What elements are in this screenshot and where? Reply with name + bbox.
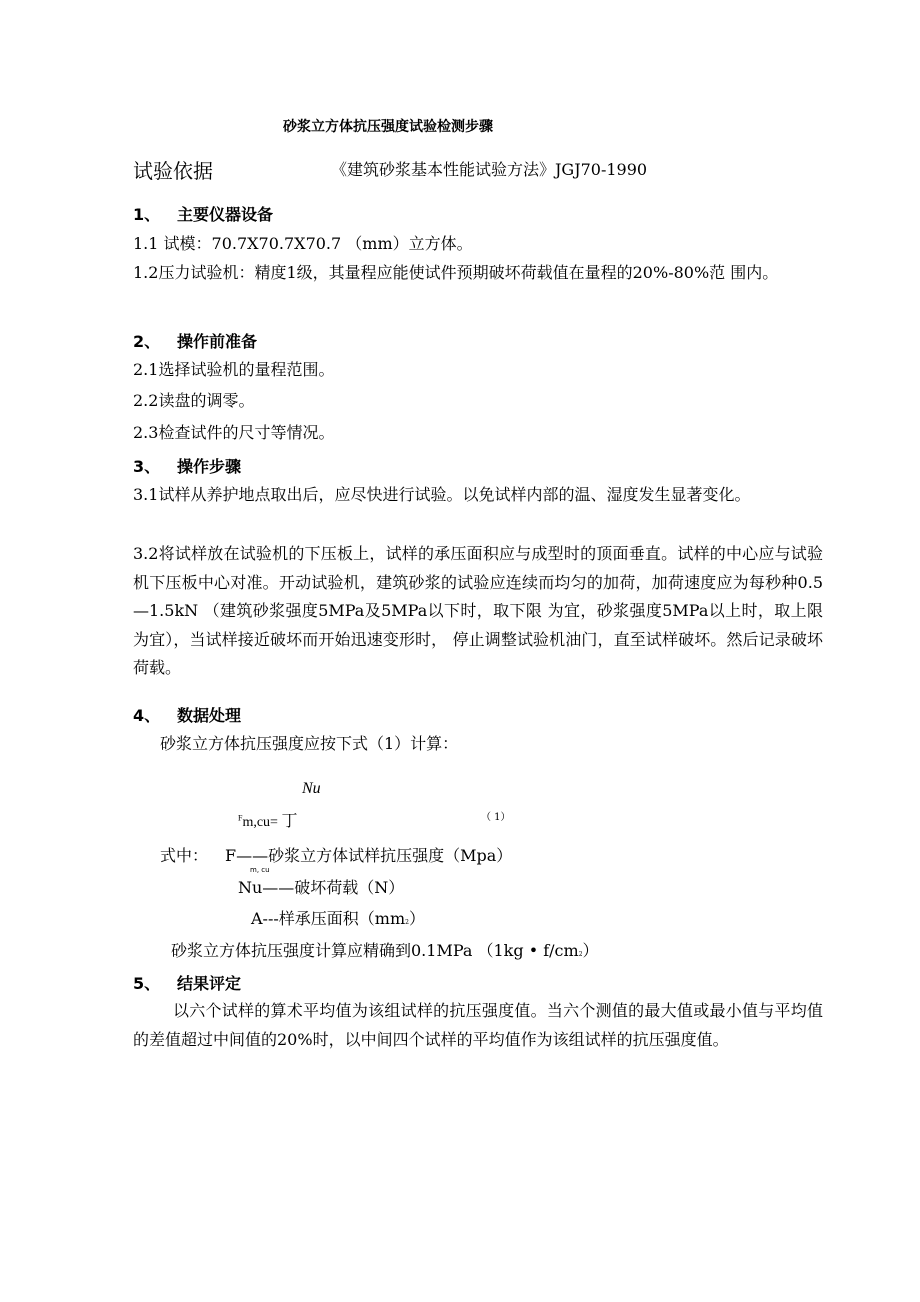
- item-1-2: 1.2压力试验机：精度1级，其量程应能使试件预期破坏荷载值在量程的20%-80%范 围内。: [133, 263, 779, 282]
- formula-subscript: m,cu=: [242, 815, 282, 830]
- section-title: 操作前准备: [177, 332, 258, 351]
- section-2-heading: [133, 329, 257, 352]
- definition-a-end: ）: [408, 909, 425, 928]
- section-number: 4、: [133, 706, 161, 725]
- section-title: 主要仪器设备: [177, 205, 274, 224]
- precision-end: ）: [582, 941, 599, 960]
- basis-value: 《建筑砂浆基本性能试验方法》JGJ70-1990: [331, 160, 648, 179]
- item-2-3: 2.3检查试件的尺寸等情况。: [133, 423, 335, 442]
- result-paragraph: 以六个试样的算术平均值为该组试样的抗压强度值。当六个测值的最大值或最小值与平均值的差值超过中间值的20%时，以中间四个试样的平均值作为该组试样的抗压强度值。: [133, 1001, 823, 1049]
- item-2-2: 2.2读盘的调零。: [133, 391, 255, 410]
- item-3-1: 3.1试样从养护地点取出后，应尽快进行试验。以免试样内部的温、湿度发生显著变化。: [133, 485, 751, 504]
- document-title: 砂浆立方体抗压强度试验检测步骤: [283, 119, 493, 135]
- formula-intro: 砂浆立方体抗压强度应按下式（1）计算：: [160, 734, 459, 753]
- basis-label: 试验依据: [133, 159, 213, 183]
- definition-nu: Nu——破坏荷载（N）: [238, 878, 405, 897]
- precision-note: [171, 937, 599, 969]
- section-3-heading: [133, 454, 241, 477]
- precision-sub: 2: [578, 951, 583, 958]
- item-1-1: 1.1 试模：70.7X70.7X70.7 （mm）立方体。: [133, 234, 473, 253]
- definition-f: F——砂浆立方体试样抗压强度（Mpa）: [225, 846, 513, 865]
- section-1-heading: [133, 202, 273, 225]
- formula-denominator: 丁: [281, 813, 298, 830]
- section-number: 3、: [133, 457, 161, 476]
- precision-text: 砂浆立方体抗压强度计算应精确到0.1MPa （1kg • f/cm: [171, 941, 579, 960]
- section-title: 结果评定: [177, 974, 242, 993]
- section-title: 操作步骤: [177, 457, 242, 476]
- definition-a-sub: 2: [405, 919, 409, 926]
- definition-a: [251, 905, 425, 937]
- formula-prefix: F: [238, 813, 243, 823]
- section-title: 数据处理: [177, 706, 242, 725]
- formula-numerator: Nu: [302, 780, 321, 797]
- formula-lhs: [238, 808, 297, 831]
- section-number: 1、: [133, 205, 161, 224]
- section-4-heading: [133, 703, 241, 726]
- item-2-1: 2.1选择试验机的量程范围。: [133, 360, 335, 379]
- item-3-2: 3.2将试样放在试验机的下压板上，试样的承压面积应与成型时的顶面垂直。试样的中心应与试验机下压板中心对准。开动试验机，建筑砂浆的试验应连续而均匀的加荷，加荷速度应为每秒种0.5—1.5kN （建筑砂浆强度5MPa及5MPa以下时，取下限 为宜，砂浆强度5MPa以上时，取上限为宜），当试样接近破坏而开始迅速变形时， 停止调整试验机油门，直至试样破坏。然后记录破坏荷载。: [133, 544, 823, 677]
- definition-a-text: A---样承压面积（mm: [251, 909, 406, 928]
- where-label: 式中：: [160, 846, 209, 865]
- formula-tag: （ 1）: [481, 812, 511, 823]
- section-number: 2、: [133, 332, 161, 351]
- section-5-heading: [133, 971, 241, 994]
- section-number: 5、: [133, 974, 161, 993]
- definition-f-subscript: m, cu: [250, 866, 270, 874]
